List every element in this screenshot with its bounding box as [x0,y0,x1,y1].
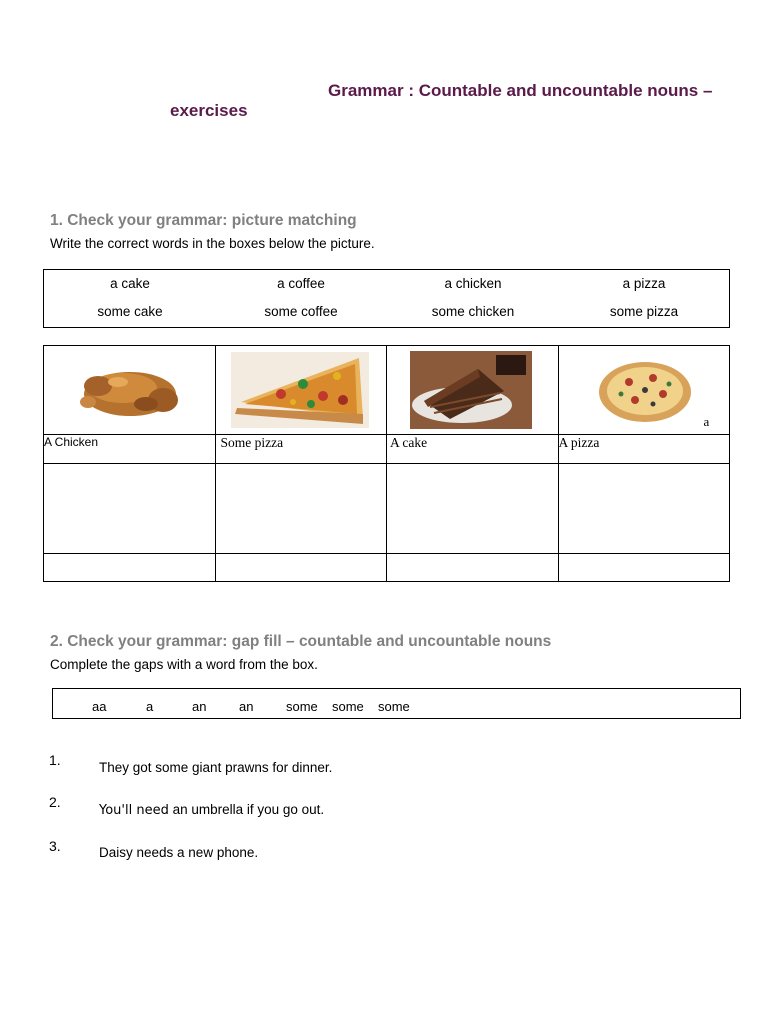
word-box-item: some chicken [431,304,515,319]
word-box-item: some cake [97,304,163,319]
gap-word: an [239,699,254,714]
word-box-item: a pizza [622,276,666,291]
gap-word: some [378,699,410,714]
answer-cell[interactable] [44,435,216,464]
sentence-number: 1. [49,752,61,768]
pizza-slice-image [231,352,369,428]
empty-cell[interactable] [44,464,216,554]
chocolate-cake-image [410,351,532,429]
section1-instruction: Write the correct words in the boxes below the picture. [50,236,375,251]
gap-word: some [286,699,318,714]
answer-label: Some pizza [220,435,284,450]
answer-cell[interactable] [558,435,730,464]
empty-cell[interactable] [387,464,559,554]
sentence-text: They got some giant prawns for dinner. [99,760,333,775]
sentence-number: 3. [49,838,61,854]
picture-cell [44,346,216,435]
word-box [43,269,730,328]
page-title: Grammar : Countable and uncountable nouns – [328,81,713,100]
picture-cell [558,346,730,435]
word-box-item: some coffee [264,304,338,319]
picture-cell [387,346,559,435]
sentence-text [99,802,324,818]
picture-cell [215,346,387,435]
gap-word: aa [92,699,107,714]
whole-pizza-image [597,358,693,424]
sentence-text-part: an umbrella if you go out. [168,802,325,817]
word-box-item: a cake [110,276,150,291]
empty-cell[interactable] [558,554,730,582]
section1-heading: 1. Check your grammar: picture matching [50,212,357,229]
picture-matching-table [43,345,730,582]
gap-word: some [332,699,364,714]
section2-heading: 2. Check your grammar: gap fill – countable and uncountable nouns [50,633,552,650]
answer-label: A cake [390,435,428,450]
stray-letter: a [703,414,710,429]
empty-cell[interactable] [215,554,387,582]
gap-word: an [192,699,207,714]
empty-cell[interactable] [44,554,216,582]
empty-cell[interactable] [387,554,559,582]
empty-cell[interactable] [558,464,730,554]
answer-cell[interactable] [215,435,387,464]
sentence-text-part: You'll need [99,803,169,818]
section2-instruction: Complete the gaps with a word from the box. [50,657,318,672]
word-box-item: a chicken [444,276,502,291]
sentence-number: 2. [49,794,61,810]
gap-word-box [52,688,741,719]
page-title-continued: exercises [170,101,248,120]
roast-chicken-image [68,356,188,422]
word-box-item: some pizza [609,304,679,319]
answer-cell[interactable] [387,435,559,464]
empty-cell[interactable] [215,464,387,554]
gap-word: a [146,699,154,714]
sentence-text: Daisy needs a new phone. [99,845,259,860]
answer-label: A pizza [558,435,600,450]
word-box-item: a coffee [277,276,325,291]
answer-label: A Chicken [44,435,99,449]
